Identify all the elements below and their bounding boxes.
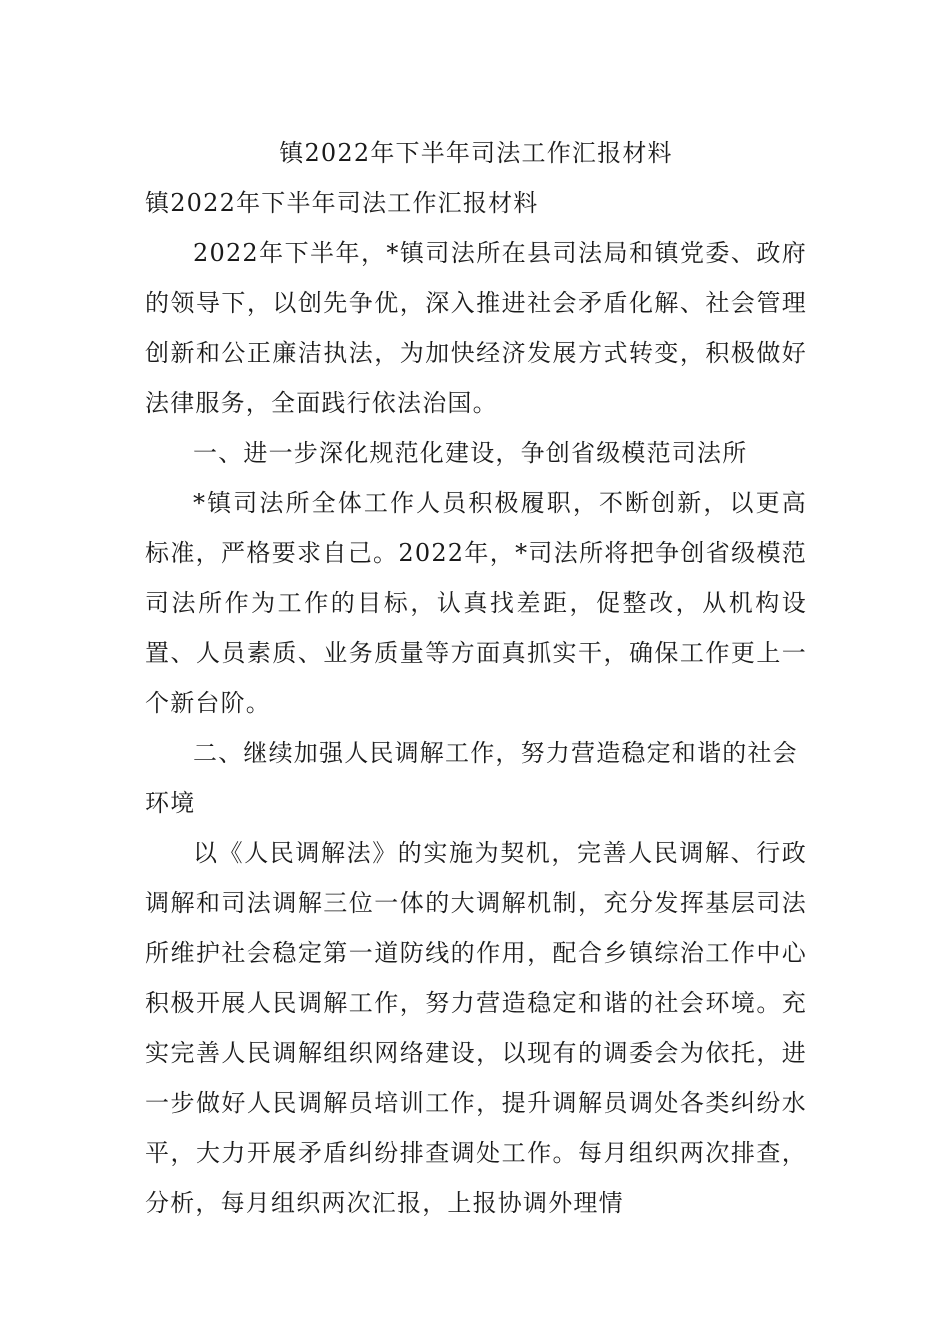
document-title: 镇2022年下半年司法工作汇报材料 bbox=[279, 139, 673, 167]
section-body-2: 以《人民调解法》的实施为契机，完善人民调解、行政调解和司法调解三位一体的大调解机制，充分发挥基层司法所维护社会稳定第一道防线的作用，配合乡镇综治工作中心积极开展人民调解工作，努力营造稳定和谐的社会环境。充实完善人民调解组织网络建设，以现有的调委会为依托，进一步做好人民调解员培训工作，提升调解员调处各类纠纷水平，大力开展矛盾纠纷排查调处工作。每月组织两次排查，分析，每月组织两次汇报，上报协调外理情 bbox=[145, 839, 807, 1217]
document-subtitle: 镇2022年下半年司法工作汇报材料 bbox=[145, 189, 539, 217]
section-body-1: *镇司法所全体工作人员积极履职，不断创新，以更高标准，严格要求自己。2022年，*司法所将把争创省级模范司法所作为工作的目标，认真找差距，促整改，从机构设置、人员素质、业务质量等方面真抓实干，确保工作更上一个新台阶。 bbox=[145, 489, 807, 717]
section-heading-1: 一、进一步深化规范化建设，争创省级模范司法所 bbox=[193, 439, 748, 467]
section-heading-2: 二、继续加强人民调解工作，努力营造稳定和谐的社会环境 bbox=[145, 739, 798, 817]
document-body bbox=[145, 128, 807, 1228]
intro-paragraph: 2022年下半年，*镇司法所在县司法局和镇党委、政府的领导下，以创先争优，深入推进社会矛盾化解、社会管理创新和公正廉洁执法，为加快经济发展方式转变，积极做好法律服务，全面践行依法治国。 bbox=[145, 239, 807, 417]
